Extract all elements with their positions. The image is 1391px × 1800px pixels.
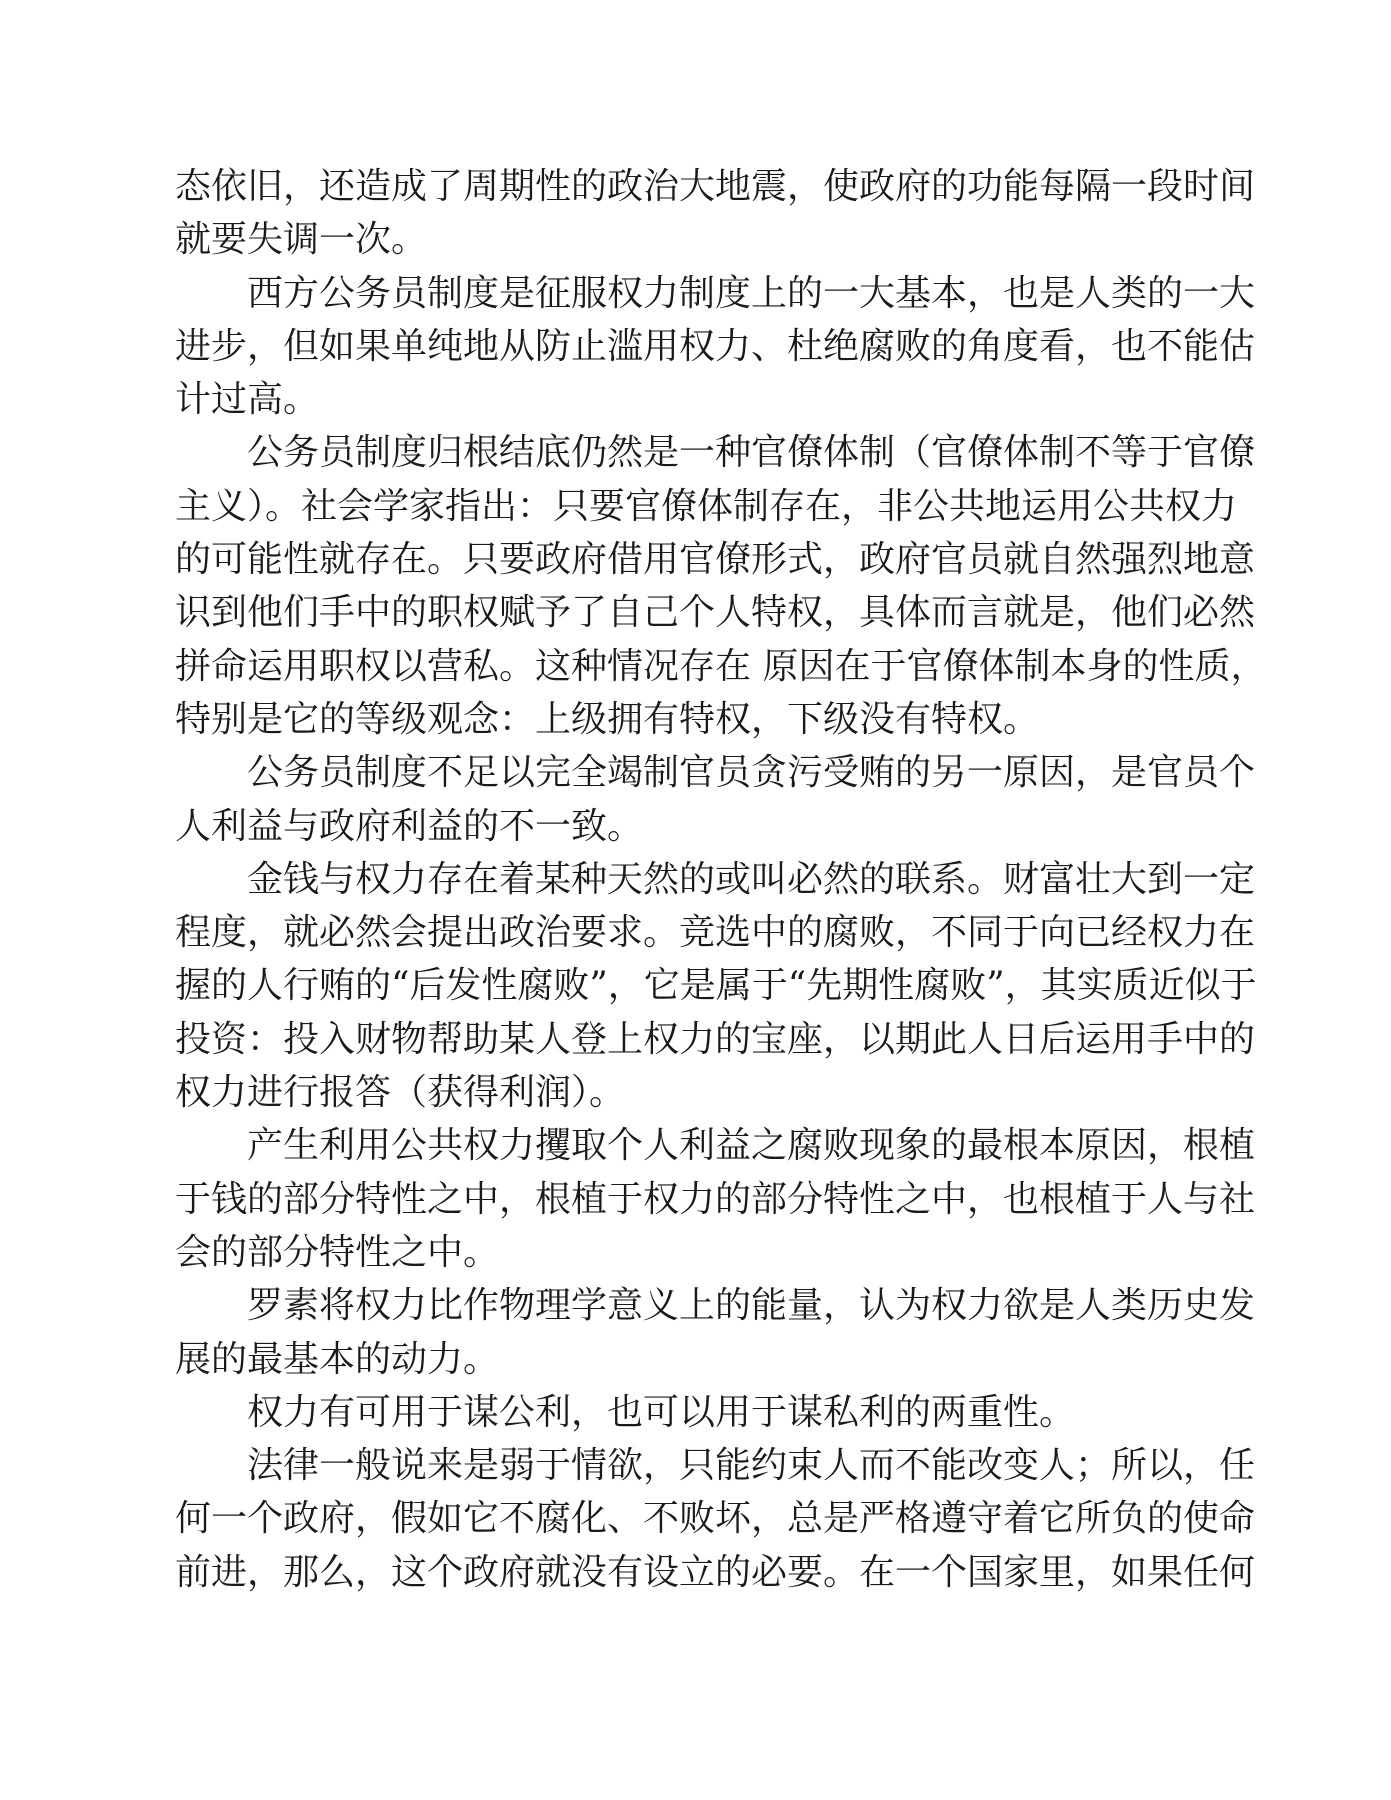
text-line: 于钱的部分特性之中，根植于权力的部分特性之中，也根植于人与社 <box>175 1178 1256 1220</box>
text-line: 进步，但如果单纯地从防止滥用权力、杜绝腐败的角度看，也不能估 <box>175 325 1256 367</box>
text-line: 程度，就必然会提出政治要求。竞选中的腐败，不同于向已经权力在 <box>175 912 1256 954</box>
paragraph-start-line: 权力有可用于谋公利，也可以用于谋私利的两重性。 <box>247 1391 1076 1433</box>
paragraph-start-line: 法律一般说来是弱于情欲，只能约束人而不能改变人；所以，任 <box>247 1445 1256 1487</box>
text-line: 就要失调一次。 <box>175 219 428 261</box>
paragraph-start-line: 公务员制度归根结底仍然是一种官僚体制（官僚体制不等于官僚 <box>247 432 1256 474</box>
text-line: 展的最基本的动力。 <box>175 1338 500 1380</box>
text-line: 握的人行贿的“后发性腐败”，它是属于“先期性腐败”，其实质近似于 <box>175 965 1257 1007</box>
text-line: 会的部分特性之中。 <box>175 1231 500 1273</box>
text-line: 拼命运用职权以营私。这种情况存在 原因在于官僚体制本身的性质， <box>175 645 1267 687</box>
text-line: 的可能性就存在。只要政府借用官僚形式，政府官员就自然强烈地意 <box>175 539 1256 581</box>
text-line: 态依旧，还造成了周期性的政治大地震，使政府的功能每隔一段时间 <box>175 166 1256 207</box>
text-line: 何一个政府，假如它不腐化、不败坏，总是严格遵守着它所负的使命 <box>175 1498 1256 1540</box>
text-line: 主义）。社会学家指出：只要官僚体制存在，非公共地运用公共权力 <box>175 485 1238 527</box>
text-line: 投资：投入财物帮助某人登上权力的宝座，以期此人日后运用手中的 <box>175 1018 1256 1060</box>
text-line: 识到他们手中的职权赋予了自己个人特权，具体而言就是，他们必然 <box>175 592 1256 634</box>
text-line: 权力进行报答（获得利润）。 <box>175 1072 626 1114</box>
paragraph-start-line: 公务员制度不足以完全竭制官员贪污受贿的另一原因，是官员个 <box>247 752 1256 794</box>
text-line: 特别是它的等级观念：上级拥有特权，下级没有特权。 <box>175 698 1040 740</box>
text-line: 前进，那么，这个政府就没有设立的必要。在一个国家里，如果任何 <box>175 1551 1256 1593</box>
paragraph-start-line: 罗素将权力比作物理学意义上的能量，认为权力欲是人类历史发 <box>247 1285 1256 1327</box>
paragraph-start-line: 金钱与权力存在着某种天然的或叫必然的联系。财富壮大到一定 <box>247 858 1256 900</box>
body-text <box>175 160 1267 1599</box>
paragraph-start-line: 产生利用公共权力攫取个人利益之腐败现象的最根本原因，根植 <box>247 1125 1256 1167</box>
paragraph-start-line: 西方公务员制度是征服权力制度上的一大基本，也是人类的一大 <box>247 272 1256 314</box>
text-line: 人利益与政府利益的不一致。 <box>175 805 644 847</box>
text-line: 计过高。 <box>175 379 320 421</box>
